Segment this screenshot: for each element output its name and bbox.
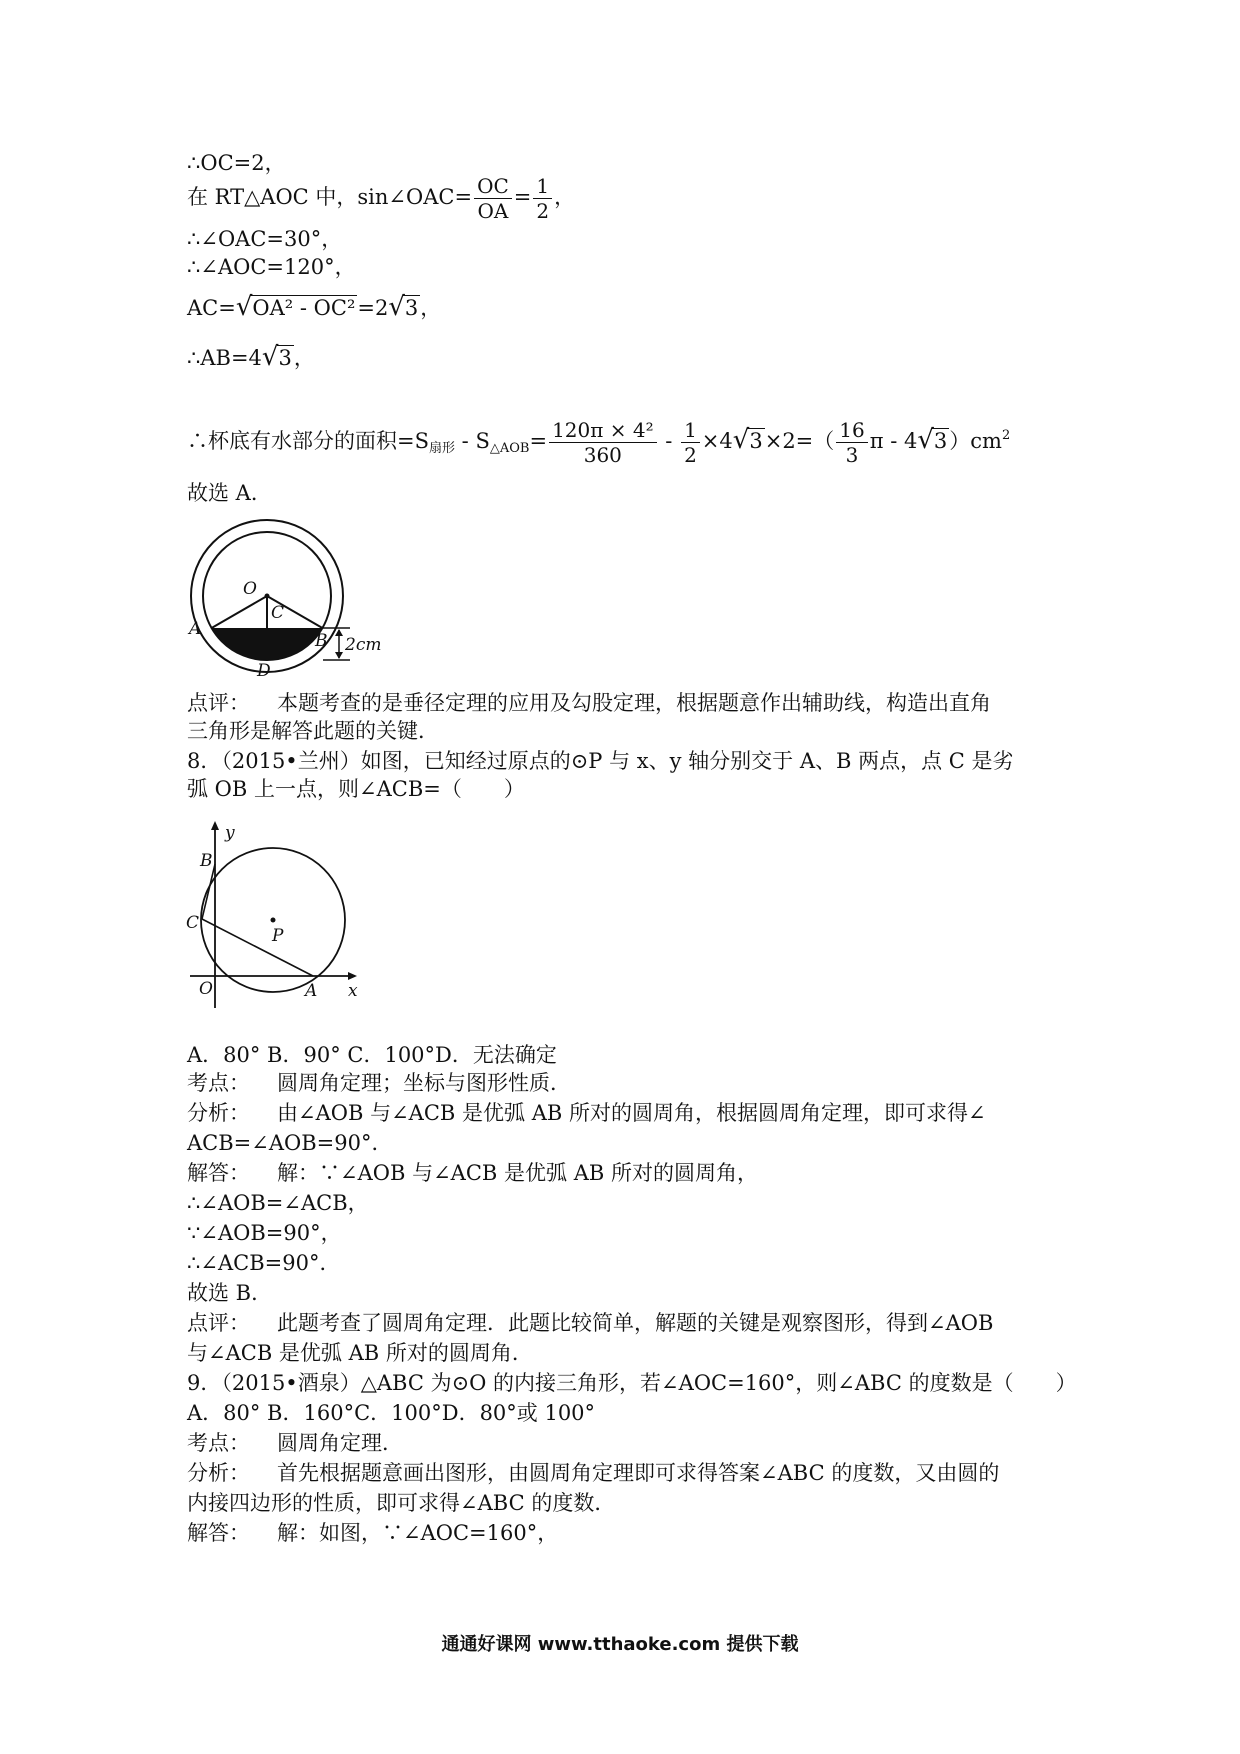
label-b: B (200, 851, 213, 871)
answer-8: 故选 B． (187, 1281, 273, 1305)
fraction-denominator: 2 (536, 199, 550, 223)
label-a: A (189, 619, 202, 639)
jieda-text: 解：∵∠AOB 与∠ACB 是优弧 AB 所对的圆周角， (277, 1161, 758, 1185)
comma: ， (554, 185, 576, 209)
jieda-label: 解答： (187, 1521, 250, 1545)
fraction-denominator: 3 (845, 443, 859, 467)
radius-oa (212, 596, 267, 628)
fraction-denominator: 2 (684, 443, 697, 467)
label-p: P (272, 926, 284, 946)
fenxi-9-cont: 内接四边形的性质，即可求得∠ABC 的度数． (187, 1491, 616, 1515)
fraction-sector (549, 418, 657, 467)
arrow-head (335, 629, 343, 636)
radicand: 3 (933, 429, 948, 453)
comment-label: 点评： (187, 1311, 250, 1335)
cup-figure (187, 518, 407, 678)
comment-text: 此题考查了圆周角定理．此题比较简单，解题的关键是观察图形，得到∠AOB (277, 1311, 994, 1335)
footer-credit: 通通好课网 www.tthaoke.com 提供下载 (441, 1634, 799, 1655)
superscript: 2 (1001, 428, 1011, 443)
fenxi-text: 首先根据题意画出图形，由圆周角定理即可求得答案∠ABC 的度数，又由圆的 (277, 1461, 1000, 1485)
question-8-cont: 弧 OB 上一点，则∠ACB=（ ） (187, 777, 525, 801)
comment-8 (187, 1308, 993, 1338)
minus: - (658, 429, 680, 453)
jieda-9 (187, 1518, 558, 1548)
label-a: A (305, 981, 318, 1001)
label-y: y (225, 823, 235, 843)
area-prefix: ∴杯底有水部分的面积=S (187, 429, 429, 453)
y-axis-arrow (211, 821, 219, 830)
radicand: 3 (278, 346, 292, 370)
fraction-sixteen-thirds (836, 418, 867, 467)
arrow-head (335, 652, 343, 659)
fraction-half (681, 418, 700, 467)
fraction-numerator: OC (474, 174, 512, 199)
line-answer-a: 故选 A． (187, 481, 272, 505)
fraction-denominator: OA (477, 199, 509, 223)
radicand: 3 (749, 429, 763, 453)
minus: - S (455, 429, 490, 453)
question-9: 9．（2015•酒泉）△ABC 为⊙O 的内接三角形，若∠AOC=160°，则∠ABC 的度数是（ ） (187, 1371, 1077, 1395)
line-oc: ∴OC=2， (187, 151, 286, 175)
center-point (265, 594, 270, 599)
kaodian-text: 圆周角定理． (277, 1431, 403, 1455)
comment-label: 点评： (187, 691, 250, 715)
label-o: O (243, 579, 257, 599)
jieda-label: 解答： (187, 1161, 250, 1185)
label-b: B (315, 631, 328, 651)
x-axis-arrow (348, 972, 357, 980)
question-8: 8．（2015•兰州）如图，已知经过原点的⊙P 与 x、y 轴分别交于 A、B 两点，点 C 是劣 (187, 749, 1014, 773)
area-tail: ×2=（ (764, 429, 835, 453)
line-sin (187, 174, 575, 223)
comment-7-cont: 三角形是解答此题的关键． (187, 719, 439, 743)
fraction-numerator: 1 (533, 174, 552, 199)
step-2: ∵∠AOB=90°， (187, 1221, 342, 1245)
fenxi-9 (187, 1458, 999, 1488)
chord-cb (202, 864, 215, 919)
step-3: ∴∠ACB=90°． (187, 1251, 341, 1275)
jieda-text: 解：如图，∵∠AOC=160°， (277, 1521, 559, 1545)
unit: ）cm (949, 429, 1002, 453)
fenxi-label: 分析： (187, 1461, 250, 1485)
comma: ， (293, 346, 315, 370)
subscript: 扇形 (428, 441, 455, 456)
radical-sign: √ (261, 342, 279, 372)
radical-sign: √ (388, 292, 405, 322)
kaodian-8 (187, 1068, 571, 1098)
line-ac (187, 292, 441, 323)
pi-minus: π - 4 (869, 429, 918, 453)
fenxi-text: 由∠AOB 与∠ACB 是优弧 AB 所对的圆周角，根据圆周角定理，即可求得∠ (277, 1101, 986, 1125)
radical-sign: √ (235, 292, 253, 322)
radicand: 3 (404, 296, 419, 320)
fraction-oc-oa (474, 174, 512, 223)
fenxi-label: 分析： (187, 1101, 250, 1125)
water-segment (212, 628, 323, 660)
label-depth: 2cm (345, 635, 382, 655)
step-1: ∴∠AOB=∠ACB， (187, 1191, 369, 1215)
comment-7 (187, 688, 991, 718)
equals-sign: = (529, 429, 548, 453)
label-d: D (257, 661, 271, 678)
kaodian-text: 圆周角定理；坐标与图形性质． (277, 1071, 571, 1095)
options-9: A．80° B．160°C．100°D．80°或 100° (187, 1401, 596, 1425)
radical-sign: √ (917, 425, 934, 455)
line-aoc: ∴∠AOC=120°， (187, 255, 356, 279)
ac-prefix: AC= (187, 296, 236, 320)
kaodian-label: 考点： (187, 1071, 250, 1095)
ab-prefix: ∴AB=4 (187, 346, 262, 370)
label-c: C (186, 913, 200, 933)
circle-p-figure (185, 816, 365, 1011)
label-c: C (271, 603, 285, 623)
fenxi-8 (187, 1098, 986, 1128)
label-o: O (199, 979, 213, 999)
subscript: △AOB (489, 441, 530, 456)
radical-sign: √ (732, 425, 750, 455)
equals-sign: = (513, 185, 532, 209)
fenxi-8-cont: ACB=∠AOB=90°． (187, 1131, 393, 1155)
sin-prefix: 在 RT△AOC 中，sin∠OAC= (187, 185, 473, 209)
comment-text: 本题考查的是垂径定理的应用及勾股定理，根据题意作出辅助线，构造出直角 (277, 691, 991, 715)
fraction-numerator: 1 (681, 418, 700, 443)
center-point (271, 918, 276, 923)
line-oac: ∴∠OAC=30°， (187, 227, 343, 251)
line-ab (187, 342, 315, 373)
equals-two: =2 (357, 296, 389, 320)
comment-8-cont: 与∠ACB 是优弧 AB 所对的圆周角． (187, 1341, 533, 1365)
kaodian-9 (187, 1428, 403, 1458)
radicand: OA² - OC² (252, 296, 356, 320)
fraction-denominator: 360 (583, 443, 622, 467)
fraction-numerator: 120π × 4² (549, 418, 657, 443)
fraction-numerator: 16 (836, 418, 867, 443)
comma: ， (420, 296, 442, 320)
label-x: x (348, 981, 358, 1001)
times-four: ×4 (701, 429, 733, 453)
fraction-one-half (533, 174, 552, 223)
options-8: A．80° B．90° C．100°D．无法确定 (187, 1043, 557, 1067)
jieda-8 (187, 1158, 758, 1188)
kaodian-label: 考点： (187, 1431, 250, 1455)
line-area (187, 418, 1010, 467)
